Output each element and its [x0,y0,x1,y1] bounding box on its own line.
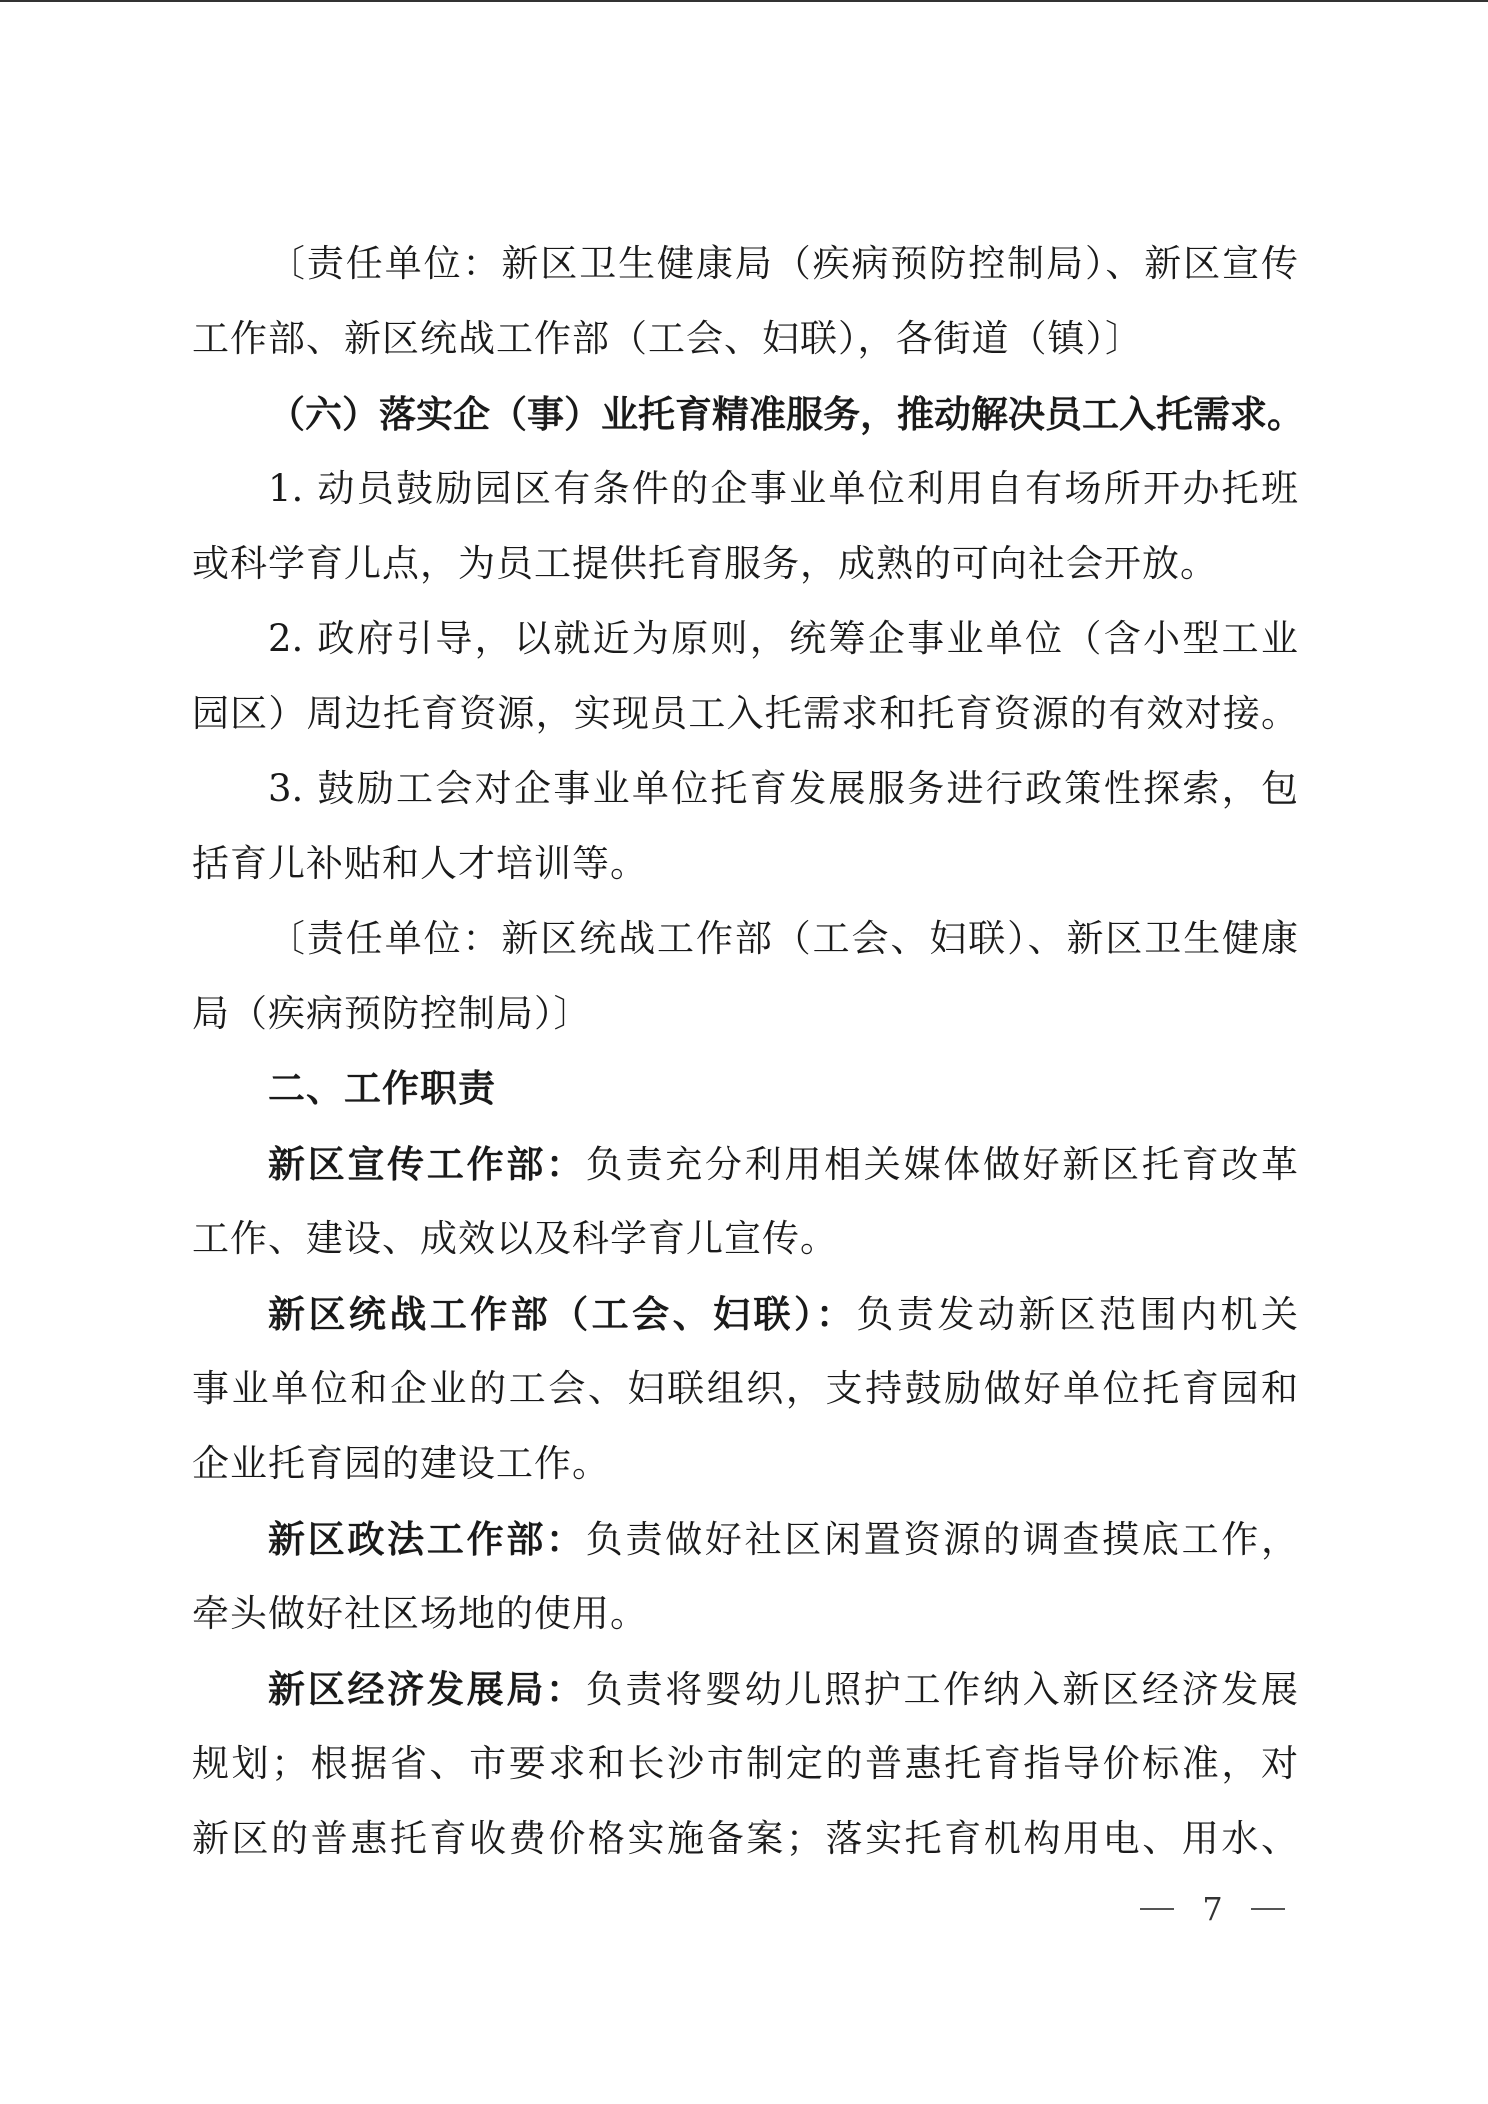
text-line [192,1434,1298,1494]
text-line [268,234,1298,294]
text-line [192,309,1298,369]
line-text: 括育儿补贴和人才培训等。 [192,842,648,885]
heading-text: 二、工作职责 [268,1067,496,1110]
text-line [268,1509,1298,1569]
text-line [268,384,1304,444]
line-text: 负责充分利用相关媒体做好新区托育改革 [585,1143,1299,1186]
text-line [268,1659,1298,1719]
dash-right [1251,1908,1285,1910]
line-text: 工作部、新区统战工作部（工会、妇联），各街道（镇）〕 [192,317,1143,360]
bold-lead: 新区经济发展局： [268,1667,586,1711]
line-text: 新区的普惠托育收费价格实施备案；落实托育机构用电、用水、 [192,1817,1298,1860]
text-line [192,1209,1298,1269]
bold-lead: 新区统战工作部（工会、妇联）： [268,1292,857,1336]
text-line [268,609,1298,669]
line-text: 负责将婴幼儿照护工作纳入新区经济发展 [585,1668,1299,1711]
line-text: 或科学育儿点，为员工提供托育服务，成熟的可向社会开放。 [192,542,1218,585]
page-number-value: 7 [1202,1890,1223,1928]
line-text: 负责发动新区范围内机关 [856,1293,1299,1336]
text-line [192,834,1298,894]
line-text: 局（疾病预防控制局）〕 [192,992,592,1035]
text-line [268,909,1298,969]
page-top-border [0,0,1488,2]
text-line [192,984,1298,1044]
line-text: 规划；根据省、市要求和长沙市制定的普惠托育指导价标准，对 [192,1742,1298,1785]
line-text: 事业单位和企业的工会、妇联组织，支持鼓励做好单位托育园和 [192,1367,1298,1410]
text-line [192,1584,1298,1644]
text-line [268,1284,1298,1344]
page-number [1140,1884,1285,1934]
line-text: 〔责任单位：新区统战工作部（工会、妇联）、新区卫生健康 [268,917,1298,960]
text-line [268,459,1298,519]
line-text: 牵头做好社区场地的使用。 [192,1592,648,1635]
line-text: 2. 政府引导，以就近为原则，统筹企事业单位（含小型工业 [268,617,1298,660]
bold-lead: 新区宣传工作部： [268,1142,586,1186]
line-text: 〔责任单位：新区卫生健康局（疾病预防控制局）、新区宣传 [268,242,1298,285]
line-text: 企业托育园的建设工作。 [192,1442,610,1485]
bold-lead: （六）落实企（事）业托育精准服务，推动解决员工入托需求。 [268,392,1304,436]
line-text: 3. 鼓励工会对企事业单位托育发展服务进行政策性探索，包 [268,767,1298,810]
text-line [268,759,1298,819]
bold-lead: 新区政法工作部： [268,1517,586,1561]
line-text: 园区）周边托育资源，实现员工入托需求和托育资源的有效对接。 [192,692,1298,735]
line-text: 负责做好社区闲置资源的调查摸底工作， [585,1518,1299,1561]
dash-left [1140,1908,1174,1910]
text-line [192,534,1298,594]
line-text: 1. 动员鼓励园区有条件的企事业单位利用自有场所开办托班 [268,467,1298,510]
text-line [192,1359,1298,1419]
line-text: 工作、建设、成效以及科学育儿宣传。 [192,1217,838,1260]
text-line [192,1734,1298,1794]
section-heading [268,1059,1298,1119]
text-line [192,1809,1298,1869]
text-line [192,684,1298,744]
text-line [268,1134,1298,1194]
